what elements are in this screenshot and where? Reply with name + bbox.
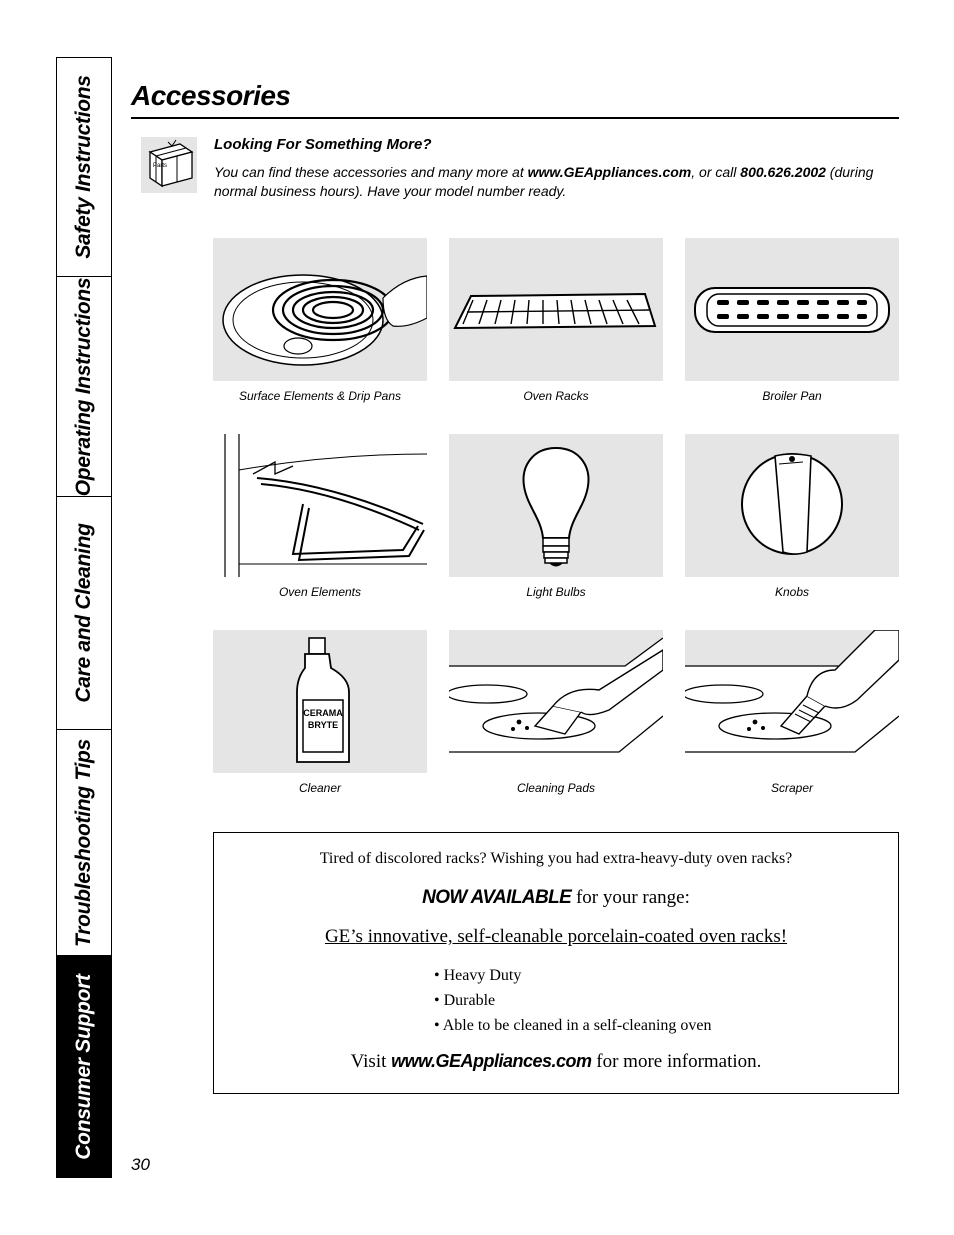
- title-rule: [131, 117, 899, 119]
- tab-label: Troubleshooting Tips: [72, 738, 95, 947]
- accessory-knobs: [685, 434, 899, 599]
- tab-safety-instructions[interactable]: [57, 58, 111, 277]
- promo-bullet-list: [434, 963, 712, 1038]
- promo-url-link[interactable]: www.GEAppliances.com: [391, 1051, 592, 1071]
- bottle-label-line1: CERAMA: [303, 708, 343, 718]
- accessories-grid: [213, 238, 899, 798]
- promo-question: Tired of discolored racks? Wishing you had extra-heavy-duty oven racks?: [319, 850, 793, 867]
- accessory-caption: Surface Elements & Drip Pans: [238, 389, 402, 403]
- accessory-cleaner: [213, 630, 427, 795]
- page-number: 30: [131, 1155, 150, 1174]
- light-bulb-icon: [449, 434, 663, 577]
- tab-label: Consumer Support: [72, 973, 95, 1160]
- tab-label: Safety Instructions: [72, 75, 95, 259]
- accessory-caption: Light Bulbs: [526, 585, 586, 599]
- accessory-caption: Knobs: [774, 585, 810, 599]
- section-tabs: [56, 57, 112, 1178]
- knob-icon: [685, 434, 899, 577]
- parts-box-icon: [140, 136, 198, 194]
- cleaner-bottle-icon: [213, 630, 427, 773]
- accessory-scraper: [685, 630, 899, 795]
- accessory-caption: Cleaning Pads: [516, 781, 596, 795]
- scraper-icon: [685, 630, 899, 773]
- accessory-caption: Oven Racks: [523, 389, 589, 403]
- surface-element-icon: [213, 238, 427, 381]
- promo-visit: Visit www.GEAppliances.com for more information.: [350, 1051, 762, 1072]
- parts-label: Parts: [153, 163, 168, 169]
- accessory-cleaning-pads: [449, 630, 663, 795]
- accessory-caption: Scraper: [770, 781, 814, 795]
- tab-operating-instructions[interactable]: [57, 277, 111, 497]
- list-item: • Able to be cleaned in a self-cleaning oven: [434, 1017, 712, 1034]
- tab-consumer-support[interactable]: [57, 956, 111, 1177]
- list-item: • Heavy Duty: [434, 967, 522, 984]
- accessory-broiler-pan: [685, 238, 899, 403]
- intro-phone: 800.626.2002: [740, 164, 826, 180]
- tab-label: Care and Cleaning: [72, 523, 95, 703]
- oven-element-icon: [213, 434, 427, 577]
- intro-heading: Looking For Something More?: [214, 136, 432, 153]
- accessory-surface-elements: [213, 238, 427, 403]
- tab-troubleshooting-tips[interactable]: [57, 730, 111, 956]
- tab-care-and-cleaning[interactable]: [57, 497, 111, 730]
- accessory-caption: Cleaner: [298, 781, 342, 795]
- promo-headline: GE’s innovative, self-cleanable porcelain-coated oven racks!: [324, 926, 788, 947]
- tab-label: Operating Instructions: [72, 277, 95, 496]
- oven-rack-icon: [449, 238, 663, 381]
- cleaning-pad-icon: [449, 630, 663, 773]
- intro-url-link[interactable]: www.GEAppliances.com: [527, 164, 692, 180]
- accessory-caption: Oven Elements: [278, 585, 362, 599]
- intro-text: You can find these accessories and many more at www.GEAppliances.com, or call 800.626.2002 (during normal business hours). Have your model number ready.: [214, 164, 874, 199]
- page-title: Accessories: [131, 80, 291, 111]
- accessory-oven-racks: [449, 238, 663, 403]
- broiler-pan-icon: [685, 238, 899, 381]
- list-item: • Durable: [434, 992, 496, 1009]
- bottle-label-line2: BRYTE: [307, 720, 339, 730]
- accessory-caption: Broiler Pan: [762, 389, 822, 403]
- promo-now-available: NOW AVAILABLE for your range:: [422, 887, 690, 908]
- accessory-light-bulbs: [449, 434, 663, 599]
- accessory-oven-elements: [213, 434, 427, 599]
- promo-box: [213, 832, 899, 1094]
